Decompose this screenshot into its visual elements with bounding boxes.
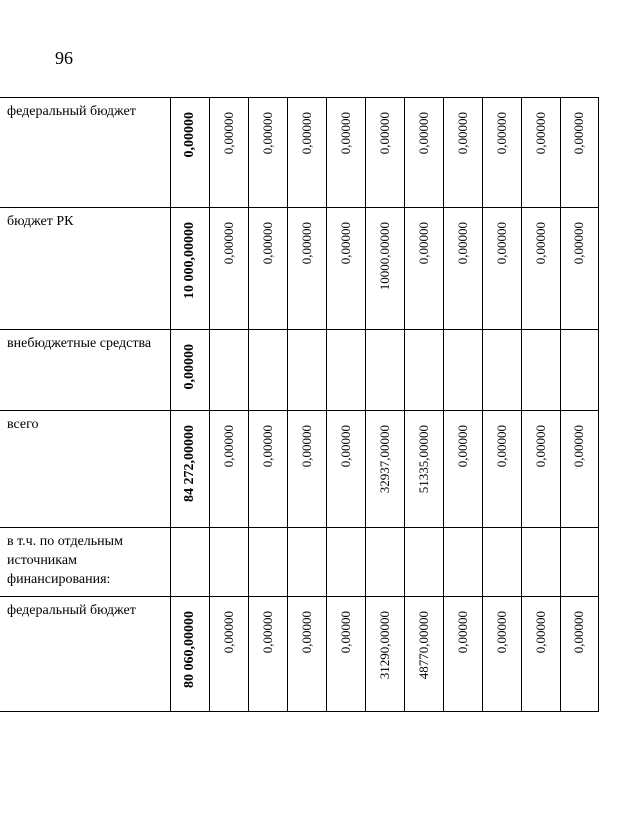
table-body xyxy=(0,98,598,712)
year-value-cell xyxy=(482,528,521,597)
year-value: 0,00000 xyxy=(571,222,586,265)
year-value-cell xyxy=(326,98,365,208)
year-value-cell xyxy=(560,597,598,712)
year-value: 0,00000 xyxy=(415,112,431,155)
year-value: 0,00000 xyxy=(454,112,470,155)
year-value: 31290,00000 xyxy=(376,611,392,680)
row-label: бюджет РК xyxy=(0,208,170,330)
year-value-cell xyxy=(209,330,248,411)
year-value-cell xyxy=(521,208,560,330)
year-value-cell xyxy=(287,98,326,208)
year-value: 0,00000 xyxy=(571,611,586,654)
year-value-cell xyxy=(287,330,326,411)
year-value-cell xyxy=(209,208,248,330)
year-value: 48770,00000 xyxy=(415,611,431,680)
year-value-cell xyxy=(560,528,598,597)
year-value: 0,00000 xyxy=(415,222,431,265)
row-total-value: 10 000,00000 xyxy=(181,222,197,299)
year-value-cell xyxy=(365,411,404,528)
year-value: 0,00000 xyxy=(337,425,353,468)
year-value-cell xyxy=(404,411,443,528)
year-value: 0,00000 xyxy=(532,112,548,155)
year-value-cell xyxy=(209,597,248,712)
year-value: 0,00000 xyxy=(493,222,509,265)
year-value-cell xyxy=(209,98,248,208)
year-value-cell xyxy=(560,98,598,208)
year-value: 0,00000 xyxy=(298,425,314,468)
year-value-cell xyxy=(404,330,443,411)
row-total xyxy=(170,597,209,712)
year-value-cell xyxy=(404,208,443,330)
row-label: внебюджетные средства xyxy=(0,330,170,411)
year-value: 51335,00000 xyxy=(415,425,431,494)
year-value: 0,00000 xyxy=(532,611,548,654)
year-value: 0,00000 xyxy=(337,611,353,654)
year-value: 0,00000 xyxy=(298,611,314,654)
year-value-cell xyxy=(443,411,482,528)
year-value: 0,00000 xyxy=(571,112,586,155)
year-value-cell xyxy=(326,330,365,411)
year-value-cell xyxy=(248,330,287,411)
year-value-cell xyxy=(443,597,482,712)
row-total-value: 84 272,00000 xyxy=(181,425,197,502)
year-value: 0,00000 xyxy=(454,222,470,265)
year-value-cell xyxy=(365,330,404,411)
year-value-cell xyxy=(287,208,326,330)
year-value-cell xyxy=(248,98,287,208)
year-value-cell xyxy=(326,528,365,597)
row-total xyxy=(170,208,209,330)
row-total-value: 0,00000 xyxy=(181,344,197,390)
year-value-cell xyxy=(365,528,404,597)
budget-table xyxy=(0,97,599,712)
year-value-cell xyxy=(248,528,287,597)
year-value-cell xyxy=(404,528,443,597)
year-value: 0,00000 xyxy=(298,112,314,155)
year-value-cell xyxy=(287,597,326,712)
year-value: 0,00000 xyxy=(493,112,509,155)
year-value-cell xyxy=(404,98,443,208)
year-value: 0,00000 xyxy=(376,112,392,155)
year-value-cell xyxy=(560,330,598,411)
year-value-cell xyxy=(560,208,598,330)
year-value: 0,00000 xyxy=(259,112,275,155)
year-value: 0,00000 xyxy=(493,425,509,468)
year-value-cell xyxy=(248,208,287,330)
year-value-cell xyxy=(560,411,598,528)
row-label: в т.ч. по отдельным источникам финансирования: xyxy=(0,528,170,597)
year-value-cell xyxy=(287,411,326,528)
year-value-cell xyxy=(443,98,482,208)
year-value-cell xyxy=(326,411,365,528)
table-row xyxy=(0,330,598,411)
row-total xyxy=(170,98,209,208)
row-total-value: 80 060,00000 xyxy=(181,611,197,688)
year-value: 0,00000 xyxy=(454,611,470,654)
year-value-cell xyxy=(482,330,521,411)
page-number: 96 xyxy=(55,48,73,68)
row-total-value: 0,00000 xyxy=(181,112,197,158)
year-value: 0,00000 xyxy=(337,112,353,155)
table-row xyxy=(0,411,598,528)
year-value-cell xyxy=(365,208,404,330)
table-row xyxy=(0,597,598,712)
year-value: 0,00000 xyxy=(259,611,275,654)
year-value-cell xyxy=(521,528,560,597)
year-value: 0,00000 xyxy=(298,222,314,265)
year-value-cell xyxy=(482,597,521,712)
year-value-cell xyxy=(521,98,560,208)
year-value-cell xyxy=(521,330,560,411)
year-value-cell xyxy=(482,411,521,528)
year-value: 0,00000 xyxy=(220,112,236,155)
row-total xyxy=(170,528,209,597)
year-value: 0,00000 xyxy=(532,222,548,265)
year-value: 0,00000 xyxy=(493,611,509,654)
year-value: 0,00000 xyxy=(220,425,236,468)
year-value: 0,00000 xyxy=(454,425,470,468)
row-total xyxy=(170,411,209,528)
year-value: 0,00000 xyxy=(337,222,353,265)
year-value-cell xyxy=(248,597,287,712)
year-value-cell xyxy=(443,528,482,597)
row-label: федеральный бюджет xyxy=(0,98,170,208)
year-value: 0,00000 xyxy=(220,611,236,654)
year-value: 32937,00000 xyxy=(376,425,392,494)
year-value-cell xyxy=(443,208,482,330)
year-value-cell xyxy=(326,597,365,712)
year-value-cell xyxy=(482,98,521,208)
table-row xyxy=(0,208,598,330)
year-value-cell xyxy=(287,528,326,597)
year-value-cell xyxy=(521,411,560,528)
year-value: 0,00000 xyxy=(220,222,236,265)
year-value: 0,00000 xyxy=(259,425,275,468)
table-row xyxy=(0,98,598,208)
year-value-cell xyxy=(404,597,443,712)
year-value-cell xyxy=(521,597,560,712)
year-value-cell xyxy=(365,98,404,208)
table-row xyxy=(0,528,598,597)
year-value-cell xyxy=(209,528,248,597)
year-value: 0,00000 xyxy=(532,425,548,468)
year-value-cell xyxy=(209,411,248,528)
year-value-cell xyxy=(248,411,287,528)
year-value: 0,00000 xyxy=(571,425,586,468)
year-value-cell xyxy=(365,597,404,712)
year-value: 0,00000 xyxy=(259,222,275,265)
year-value-cell xyxy=(482,208,521,330)
year-value: 10000,00000 xyxy=(376,222,392,291)
year-value-cell xyxy=(443,330,482,411)
row-total xyxy=(170,330,209,411)
row-label: всего xyxy=(0,411,170,528)
year-value-cell xyxy=(326,208,365,330)
row-label: федеральный бюджет xyxy=(0,597,170,712)
